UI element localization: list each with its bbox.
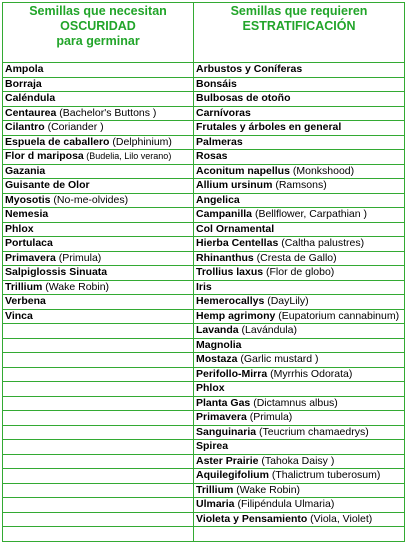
plant-common-name: (Wake Robin) xyxy=(233,483,301,496)
plant-name: Gazania xyxy=(5,164,46,177)
left-cell xyxy=(3,164,194,179)
plant-name: Campanilla xyxy=(196,208,253,221)
plant-name: Planta Gas xyxy=(196,396,251,409)
plant-common-name: (Caltha palustres) xyxy=(278,237,365,250)
right-cell xyxy=(194,411,405,426)
right-cell xyxy=(194,527,405,542)
plant-common-name: (Dictamnus albus) xyxy=(250,396,338,409)
right-cell xyxy=(194,338,405,353)
left-cell xyxy=(3,425,194,440)
left-cell xyxy=(3,222,194,237)
table-row xyxy=(3,295,405,310)
plant-name: Angelica xyxy=(196,193,240,206)
plant-name: Allium ursinum xyxy=(196,179,273,192)
plant-common-name: (Thalictrum tuberosum) xyxy=(268,469,381,482)
table-row xyxy=(3,440,405,455)
plant-name: Iris xyxy=(196,280,212,293)
right-cell xyxy=(194,367,405,382)
right-cell xyxy=(194,63,405,78)
plant-name: Hemerocallys xyxy=(196,295,265,308)
right-cell xyxy=(194,92,405,107)
plant-name: Aster Prairie xyxy=(196,454,259,467)
left-cell xyxy=(3,266,194,281)
plant-common-name: (Bellflower, Carpathian ) xyxy=(252,208,367,221)
left-cell xyxy=(3,440,194,455)
table-row xyxy=(3,527,405,542)
plant-common-name: (Viola, Violet) xyxy=(307,512,373,525)
plant-common-name: (Bachelor's Buttons ) xyxy=(56,106,157,119)
plant-common-name: (Primula) xyxy=(246,411,293,424)
table-row xyxy=(3,324,405,339)
table-row xyxy=(3,63,405,78)
plant-name: Vinca xyxy=(5,309,33,322)
plant-name: Bulbosas de otoño xyxy=(196,92,291,105)
left-cell xyxy=(3,295,194,310)
header-darkness-line-1: Semillas que necesitan xyxy=(29,4,167,18)
right-cell xyxy=(194,498,405,513)
left-cell xyxy=(3,454,194,469)
right-cell xyxy=(194,179,405,194)
plant-name: Lavanda xyxy=(196,324,239,337)
right-cell xyxy=(194,396,405,411)
plant-name: Perifollo-Mirra xyxy=(196,367,268,380)
table-row xyxy=(3,121,405,136)
left-cell xyxy=(3,150,194,165)
table-row xyxy=(3,266,405,281)
plant-common-name: (Cresta de Gallo) xyxy=(253,251,337,264)
table-row xyxy=(3,179,405,194)
plant-common-name: (Delphinium) xyxy=(109,135,172,148)
right-cell xyxy=(194,237,405,252)
right-cell xyxy=(194,222,405,237)
plant-name: Ulmaria xyxy=(196,498,235,511)
plant-common-name: (Monkshood) xyxy=(289,164,355,177)
right-cell xyxy=(194,266,405,281)
plant-name: Frutales y árboles en general xyxy=(196,121,342,134)
table-row xyxy=(3,237,405,252)
left-cell xyxy=(3,527,194,542)
table-row xyxy=(3,512,405,527)
table-row xyxy=(3,411,405,426)
header-row xyxy=(3,3,405,63)
plant-common-name: (Lavándula) xyxy=(238,324,297,337)
plant-name: Cilantro xyxy=(5,121,45,134)
plant-common-name: (Teucrium chamaedrys) xyxy=(256,425,369,438)
table-row xyxy=(3,382,405,397)
table-body xyxy=(3,63,405,542)
right-cell xyxy=(194,193,405,208)
plant-name: Mostaza xyxy=(196,353,238,366)
left-cell xyxy=(3,63,194,78)
left-cell xyxy=(3,367,194,382)
table-row xyxy=(3,77,405,92)
table-row xyxy=(3,208,405,223)
table-row xyxy=(3,193,405,208)
right-cell xyxy=(194,512,405,527)
plant-name: Portulaca xyxy=(5,237,53,250)
table-row xyxy=(3,222,405,237)
plant-common-name: (DayLily) xyxy=(264,295,309,308)
plant-name: Aconitum napellus xyxy=(196,164,290,177)
left-cell xyxy=(3,251,194,266)
plant-common-name: (Eupatorium cannabinum) xyxy=(275,309,400,322)
plant-name: Rosas xyxy=(196,150,228,163)
table-row xyxy=(3,251,405,266)
plant-name: Trillium xyxy=(196,483,234,496)
plant-name: Magnolia xyxy=(196,338,242,351)
left-cell xyxy=(3,324,194,339)
plant-common-name: (Coriander ) xyxy=(44,121,104,134)
header-stratification-line-2: ESTRATIFICACIÓN xyxy=(242,19,356,33)
plant-common-name: (Flor de globo) xyxy=(263,266,335,279)
plant-common-name: (Tahoka Daisy ) xyxy=(258,454,335,467)
plant-name: Col Ornamental xyxy=(196,222,275,235)
right-cell xyxy=(194,135,405,150)
table-row xyxy=(3,454,405,469)
plant-name: Primavera xyxy=(5,251,56,264)
left-cell xyxy=(3,237,194,252)
plant-name: Phlox xyxy=(196,382,225,395)
header-darkness xyxy=(3,3,194,63)
plant-name: Borraja xyxy=(5,77,42,90)
table-row xyxy=(3,469,405,484)
plant-name: Phlox xyxy=(5,222,34,235)
plant-name: Violeta y Pensamiento xyxy=(196,512,308,525)
plant-name: Trollius laxus xyxy=(196,266,264,279)
table-row xyxy=(3,309,405,324)
plant-common-name: (Garlic mustard ) xyxy=(237,353,319,366)
left-cell xyxy=(3,512,194,527)
right-cell xyxy=(194,77,405,92)
left-cell xyxy=(3,411,194,426)
left-cell xyxy=(3,280,194,295)
right-cell xyxy=(194,353,405,368)
left-cell xyxy=(3,106,194,121)
plant-name: Trillium xyxy=(5,280,43,293)
plant-common-name: (Myrrhis Odorata) xyxy=(267,367,353,380)
table-row xyxy=(3,353,405,368)
plant-name: Hierba Centellas xyxy=(196,237,279,250)
plant-common-name: (Budelia, Lilo verano) xyxy=(83,151,172,162)
left-cell xyxy=(3,77,194,92)
table-row xyxy=(3,280,405,295)
right-cell xyxy=(194,150,405,165)
plant-common-name: (Wake Robin) xyxy=(42,280,110,293)
right-cell xyxy=(194,454,405,469)
left-cell xyxy=(3,208,194,223)
right-cell xyxy=(194,483,405,498)
plant-name: Palmeras xyxy=(196,135,243,148)
table-row xyxy=(3,483,405,498)
header-stratification xyxy=(194,3,405,63)
plant-name: Caléndula xyxy=(5,92,56,105)
right-cell xyxy=(194,425,405,440)
left-cell xyxy=(3,498,194,513)
right-cell xyxy=(194,164,405,179)
left-cell xyxy=(3,396,194,411)
left-cell xyxy=(3,309,194,324)
table-row xyxy=(3,92,405,107)
table-row xyxy=(3,367,405,382)
plant-common-name: (Primula) xyxy=(55,251,102,264)
table-row xyxy=(3,164,405,179)
right-cell xyxy=(194,324,405,339)
plant-name: Carnívoras xyxy=(196,106,251,119)
header-darkness-line-2: OSCURIDAD xyxy=(60,19,136,33)
left-cell xyxy=(3,338,194,353)
plant-name: Espuela de caballero xyxy=(5,135,110,148)
right-cell xyxy=(194,121,405,136)
right-cell xyxy=(194,251,405,266)
table-row xyxy=(3,338,405,353)
plant-name: Primavera xyxy=(196,411,247,424)
right-cell xyxy=(194,106,405,121)
right-cell xyxy=(194,382,405,397)
table-row xyxy=(3,498,405,513)
right-cell xyxy=(194,208,405,223)
table-row xyxy=(3,425,405,440)
left-cell xyxy=(3,121,194,136)
left-cell xyxy=(3,469,194,484)
left-cell xyxy=(3,193,194,208)
plant-name: Flor d mariposa xyxy=(5,150,84,163)
left-cell xyxy=(3,179,194,194)
table-row xyxy=(3,135,405,150)
right-cell xyxy=(194,440,405,455)
plant-name: Bonsáis xyxy=(196,77,237,90)
plant-name: Centaurea xyxy=(5,106,57,119)
right-cell xyxy=(194,295,405,310)
plant-name: Guisante de Olor xyxy=(5,179,90,192)
table-row xyxy=(3,106,405,121)
plant-name: Sanguinaria xyxy=(196,425,257,438)
plant-name: Myosotis xyxy=(5,193,51,206)
left-cell xyxy=(3,135,194,150)
table-row xyxy=(3,396,405,411)
left-cell xyxy=(3,382,194,397)
plant-name: Verbena xyxy=(5,295,46,308)
plant-name: Salpiglossis Sinuata xyxy=(5,266,108,279)
plant-name: Hemp agrimony xyxy=(196,309,276,322)
header-stratification-line-1: Semillas que requieren xyxy=(230,4,368,18)
plant-name: Aquilegifolium xyxy=(196,469,269,482)
left-cell xyxy=(3,353,194,368)
plant-common-name: (Ramsons) xyxy=(272,179,327,192)
left-cell xyxy=(3,483,194,498)
seeds-table xyxy=(2,2,405,542)
plant-name: Ampola xyxy=(5,63,44,76)
plant-common-name: (No-me-olvides) xyxy=(50,193,129,206)
header-darkness-line-3: para germinar xyxy=(56,34,140,48)
right-cell xyxy=(194,469,405,484)
plant-name: Arbustos y Coníferas xyxy=(196,63,303,76)
plant-name: Spirea xyxy=(196,440,229,453)
plant-name: Nemesia xyxy=(5,208,49,221)
plant-name: Rhinanthus xyxy=(196,251,254,264)
table-row xyxy=(3,150,405,165)
left-cell xyxy=(3,92,194,107)
right-cell xyxy=(194,309,405,324)
right-cell xyxy=(194,280,405,295)
plant-common-name: (Filipéndula Ulmaria) xyxy=(234,498,335,511)
